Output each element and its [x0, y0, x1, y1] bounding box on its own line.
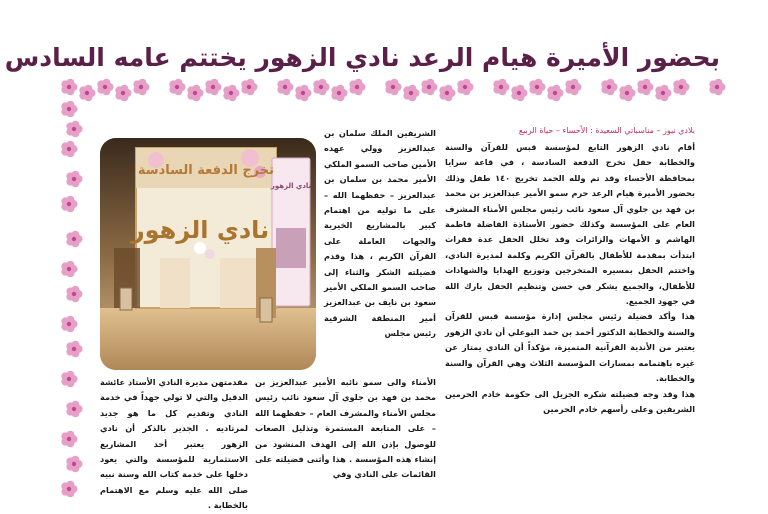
article-column-1	[445, 140, 695, 485]
flower-icon	[510, 84, 528, 102]
flower-icon	[60, 480, 78, 498]
flower-icon	[60, 370, 78, 388]
flower-icon	[222, 84, 240, 102]
paragraph: أقام نادي الزهور التابع لمؤسسة قبس للقرآن والسنة والخطابة حفل تخرج الدفعة السادسة ، في قاعة سرايا بمحافظة الأحساء وقد تم ولله الحمد تخريج ١٤٠ طفل وذلك بحضور الأميرة هيام الرعد حرم سمو الأمير عبدالعزيز بن محمد بن فهد بن جلوي آل سعود نائب رئيس مجلس الأمناء المشرف العام على المؤسسة وكذلك حضور الأستاذة الفاضلة فاطمة الهاشم و الأمهات والزائرات وقد تخلل الحفل عدة فقرات ابتدأت بمقدمة للأطفال بالقرآن الكريم وكلمة لمديرة النادي، واختتم الحفل بمسيره المتخرجين وتوزيع الهدايا والشهادات للأطفال، والجميع يشكر في حسن وتنظيم الحفل بارك الله في جهود الجميع.	[445, 142, 695, 307]
article-column-2	[324, 126, 436, 376]
flower-icon	[294, 84, 312, 102]
flower-icon	[60, 195, 78, 213]
flower-icon	[618, 84, 636, 102]
flower-icon	[65, 285, 83, 303]
flower-icon	[600, 78, 618, 96]
article-column-4	[100, 375, 248, 511]
flower-icon	[65, 400, 83, 418]
flower-icon	[60, 315, 78, 333]
flower-icon	[636, 78, 654, 96]
flower-icon	[96, 78, 114, 96]
flower-icon	[402, 84, 420, 102]
flower-icon	[564, 78, 582, 96]
flower-icon	[60, 140, 78, 158]
flower-icon	[492, 78, 510, 96]
flower-icon	[65, 230, 83, 248]
paragraph: هذا وأكد فضيلة رئيس مجلس إدارة مؤسسة قبس للقرآن والسنة والخطابة الدكتور أحمد بن حمد البوعلي أن نادي الزهور يعتبر من الأندية القرآنية المتميزة، مؤكداً أن النادي يمتاز عن غيره باهتمامه بمسارات المؤسسة الثلاث وهي القرآن والسنة والخطابة.	[445, 311, 695, 384]
flower-icon	[276, 78, 294, 96]
flower-icon	[546, 84, 564, 102]
paragraph: الشريفين الملك سلمان بن عبدالعزيز وولي عهده الأمين صاحب السمو الملكي الأمير محمد بن سلمان بن عبدالعزيز – حفظهما الله – على ما توليه من اهتمام كبير بالمشاريع الخيرية والجهات العاملة على القرآن الكريم ، هذا وقدم فضيلته الشكر والثناء إلى صاحب السمو الملكي الأمير سعود بن نايف بن عبدالعزيز أمير المنطقة الشرقية رئيس مجلس	[324, 128, 436, 339]
flower-icon	[672, 78, 690, 96]
flower-icon	[384, 78, 402, 96]
flower-icon	[240, 78, 258, 96]
photo-big-text: نادي الزهور	[130, 216, 270, 244]
flower-icon	[60, 100, 78, 118]
flower-icon	[420, 78, 438, 96]
flower-icon	[65, 120, 83, 138]
flower-icon	[528, 78, 546, 96]
flower-icon	[65, 455, 83, 473]
flower-icon	[186, 84, 204, 102]
flower-icon	[132, 78, 150, 96]
paragraph: مقدمتهن مديرة النادي الأستاذ عائشة الدقيل والتي لا تولي جهداً في خدمة النادي وتقديم كل ما هو جديد لمرتاديه . الجدير بالذكر أن نادي الزهور يعتبر أحد المشاريع الاستثمارية للمؤسسة والتي يعود دخلها على خدمة كتاب الله وسنة نبيه صلى الله عليه وسلم مع الاهتمام بالخطابة .	[100, 377, 248, 511]
photo-banner-text: تخرج الدفعة السادسة	[137, 163, 275, 178]
flower-icon	[312, 78, 330, 96]
flower-icon	[330, 84, 348, 102]
source-line: بلادي نيوز – مناسباتي السعيدة : الأحساء – حياة الربيع	[518, 126, 695, 135]
flower-icon	[60, 78, 78, 96]
flower-icon	[654, 84, 672, 102]
flower-icon	[438, 84, 456, 102]
headline: بحضور الأميرة هيام الرعد نادي الزهور يختتم عامه السادس	[4, 43, 720, 72]
flower-border-top	[50, 78, 740, 106]
flower-icon	[456, 78, 474, 96]
flower-border-left	[60, 100, 84, 500]
flower-icon	[65, 340, 83, 358]
flower-icon	[65, 170, 83, 188]
flower-icon	[60, 260, 78, 278]
flower-icon	[114, 84, 132, 102]
flower-icon	[348, 78, 366, 96]
flower-icon	[60, 430, 78, 448]
flower-icon	[708, 78, 726, 96]
event-photo	[100, 138, 316, 370]
article-column-3	[255, 375, 436, 495]
flower-icon	[204, 78, 222, 96]
photo-standee-text: نادي الزهور	[270, 182, 312, 190]
flower-icon	[168, 78, 186, 96]
paragraph: هذا وقد وجه فضيلته شكره الجزيل الى حكومة خادم الحرمين الشريفين وعلى رأسهم خادم الحرمين	[445, 388, 695, 414]
paragraph: الأمناء والى سمو نائبه الأمير عبدالعزيز بن محمد بن فهد بن جلوي آل سعود نائب رئيس مجلس الأمناء والمشرف العام – حفظهما الله – على المتابعة المستمرة وتذليل الصعاب للوصول بإذن الله إلى الهدف المنشود من إنشاء هذه المؤسسة . هذا وأثنى فضيلته على القائمات على النادي وفي	[255, 377, 436, 480]
